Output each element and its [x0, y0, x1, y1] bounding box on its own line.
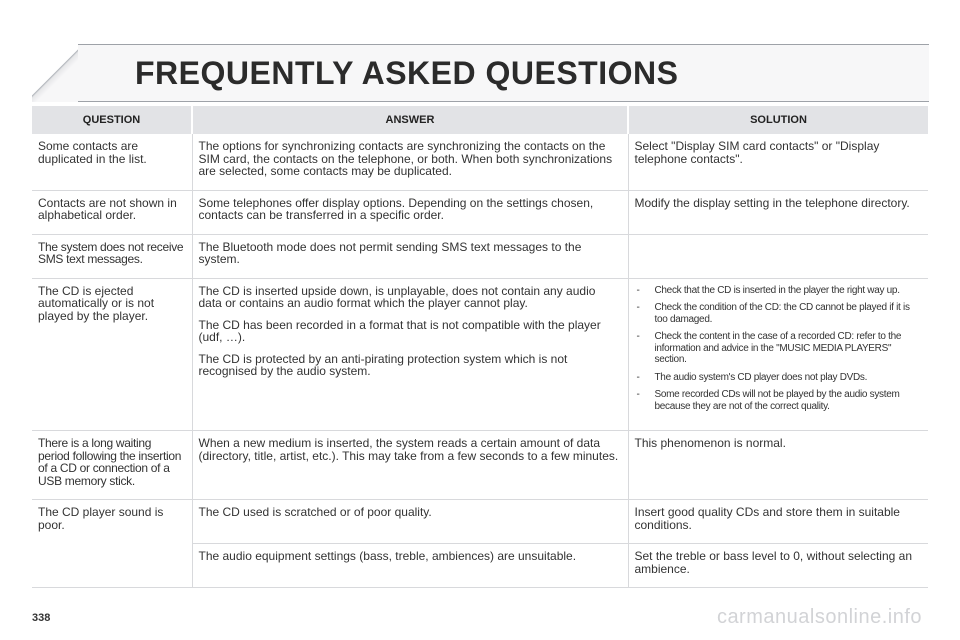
solution-list-item: - The audio system's CD player does not play DVDs.	[635, 372, 923, 384]
answer-text: When a new medium is inserted, the system reads a certain amount of data (directory, title, artist, etc.). This may take from a few seconds to a few minutes.	[198, 436, 619, 463]
question-cell: Some contacts are duplicated in the list.	[32, 134, 192, 190]
table-row	[32, 431, 928, 500]
solution-cell	[628, 234, 928, 278]
faq-table	[32, 106, 928, 588]
solution-list-item: - Check the condition of the CD: the CD cannot be played if it is too damaged.	[635, 302, 923, 325]
answer-cell	[192, 431, 628, 500]
answer-cell	[192, 234, 628, 278]
question-cell: The system does not receive SMS text messages.	[32, 234, 192, 278]
question-cell: The CD is ejected automatically or is not played by the player.	[32, 278, 192, 431]
solution-list-item: - Check the content in the case of a recorded CD: refer to the information and advice in the "MUSIC MEDIA PLAYERS" section.	[635, 331, 923, 366]
answer-text: The audio equipment settings (bass, treble, ambiences) are unsuitable.	[198, 549, 577, 563]
answer-text: Some telephones offer display options. Depending on the settings chosen, contacts can be transferred in a specific order.	[198, 195, 594, 222]
watermark: carmanualsonline.info	[716, 606, 922, 628]
column-header-question: QUESTION	[32, 106, 192, 134]
answer-cell	[192, 134, 628, 190]
table-header-row	[32, 106, 928, 134]
question-cell: There is a long waiting period following the insertion of a CD or connection of a USB memory stick.	[32, 431, 192, 500]
solution-list	[635, 285, 923, 413]
answer-text: The CD has been recorded in a format that is not compatible with the player (udf, …).	[198, 317, 601, 344]
answer-text: The options for synchronizing contacts are synchronizing the contacts on the SIM card, the contacts on the telephone, or both. When both synchronizations are selected, some contacts may be duplicated.	[198, 139, 613, 178]
solution-list-item: - Some recorded CDs will not be played by the audio system because they are not of the correct quality.	[635, 389, 923, 412]
answer-text: The CD used is scratched or of poor quality.	[198, 505, 432, 519]
answer-cell	[192, 278, 628, 431]
page-number: 338	[32, 612, 51, 624]
solution-cell: Insert good quality CDs and store them in suitable conditions.	[628, 500, 928, 544]
solution-cell: Set the treble or bass level to 0, without selecting an ambience.	[628, 544, 928, 588]
table-row	[32, 500, 928, 544]
answer-cell	[192, 190, 628, 234]
table-row	[32, 134, 928, 190]
table-row	[32, 278, 928, 431]
answer-text: The Bluetooth mode does not permit sending SMS text messages to the system.	[198, 239, 582, 266]
answer-cell	[192, 500, 628, 544]
answer-cell	[192, 544, 628, 588]
question-cell: Contacts are not shown in alphabetical order.	[32, 190, 192, 234]
column-header-solution: SOLUTION	[628, 106, 928, 134]
solution-cell: This phenomenon is normal.	[628, 431, 928, 500]
table-row	[32, 190, 928, 234]
table-row	[32, 234, 928, 278]
page-title: FREQUENTLY ASKED QUESTIONS	[135, 55, 679, 91]
column-header-answer: ANSWER	[192, 106, 628, 134]
question-cell: The CD player sound is poor.	[32, 500, 192, 588]
solution-list-item: - Check that the CD is inserted in the player the right way up.	[635, 285, 923, 297]
solution-cell: Modify the display setting in the telephone directory.	[628, 190, 928, 234]
answer-text: The CD is protected by an anti-pirating protection system which is not recognised by the audio system.	[198, 351, 568, 378]
solution-cell	[628, 278, 928, 431]
solution-cell: Select "Display SIM card contacts" or "Display telephone contacts".	[628, 134, 928, 190]
answer-text: The CD is inserted upside down, is unplayable, does not contain any audio data or contains an audio format which the player cannot play.	[198, 283, 596, 310]
